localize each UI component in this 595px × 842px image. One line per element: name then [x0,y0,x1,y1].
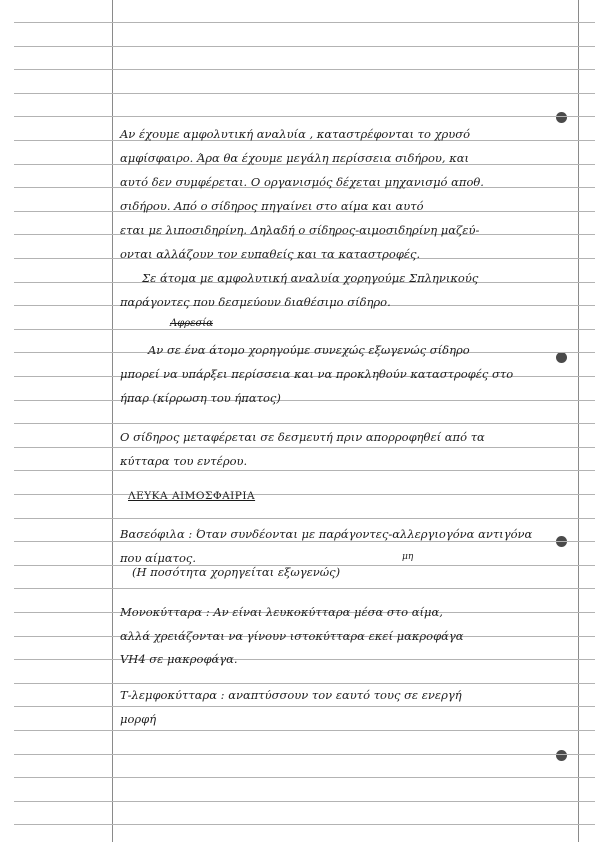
text-line: Αν έχουμε αμφολυτική αναλυία , καταστρέφονται το χρυσό [120,127,471,141]
right-margin-line [578,0,579,842]
ruled-line [14,777,595,778]
crossed-out-text: Αφρεσία [170,318,213,329]
ruled-line [14,400,595,401]
text-line: κύτταρα του εντέρου. [120,454,248,468]
text-line: σιδήρου. Από ο σίδηρος πηγαίνει στο αίμα και αυτό [120,199,424,213]
text-line: Μονοκύτταρα : Αν είναι λευκοκύτταρα μέσα στο αίμα, [120,605,443,619]
ruled-line [14,116,595,117]
ruled-line [14,494,595,495]
ruled-line [14,801,595,802]
text-line: ήπαρ (κίρρωση του ήπατος) [120,391,281,405]
text-line: αμφίσφαιρο. Άρα θα έχουμε μεγάλη περίσσεια σιδήρου, και [120,151,470,165]
punch-hole-top [556,112,567,123]
ruled-line [14,470,595,471]
section-heading: ΛΕΥΚΑ ΑΙΜΟΣΦΑΙΡΙΑ [128,490,256,502]
text-line: μπορεί να υπάρξει περίσσεια και να προκληθούν καταστροφές στο [120,367,514,381]
punch-hole-bottom [556,750,567,761]
ruled-line [14,46,595,47]
ruled-line [14,706,595,707]
text-line: Βασεόφιλα : Όταν συνδέονται με παράγοντες-αλλεργιογόνα αντιγόνα [120,527,533,541]
text-line: (Η ποσότητα χορηγείται εξωγενώς) [132,565,341,579]
text-line: Τ-λεμφοκύτταρα : αναπτύσσουν τον εαυτό τους σε ενεργή [120,688,462,702]
text-line: εται με λιποσιδηρίνη. Δηλαδή ο σίδηρος-αιμοσιδηρίνη μαζεύ- [120,223,480,237]
ruled-line [14,22,595,23]
ruled-line [14,659,595,660]
superscript-note: μη [402,552,414,562]
ruled-line [14,423,595,424]
ruled-line [14,730,595,731]
ruled-line [14,588,595,589]
text-line: ονται αλλάζουν τον ευπαθείς και τα καταστροφές. [120,247,421,261]
ruled-line [14,518,595,519]
left-margin-line [112,0,113,842]
ruled-line [14,541,595,542]
text-line: VH4 σε μακροφάγα. [120,652,238,666]
ruled-line [14,754,595,755]
text-line: που αίματος. [120,551,197,565]
text-line: παράγοντες που δεσμεύουν διαθέσιμο σίδηρο. [120,295,391,309]
text-line: Ο σίδηρος μεταφέρεται σε δεσμευτή πριν απορροφηθεί από τα [120,430,485,444]
text-line: Σε άτομα με αμφολυτική αναλυία χορηγούμε Σπληνικούς [142,271,479,285]
ruled-line [14,329,595,330]
ruled-line [14,824,595,825]
text-line: αλλά χρειάζονται να γίνουν ιστοκύτταρα εκεί μακροφάγα [120,629,464,643]
punch-hole-mid-upper [556,352,567,363]
ruled-line [14,69,595,70]
ruled-line [14,93,595,94]
text-line: αυτό δεν συμφέρεται. Ο οργανισμός δέχεται μηχανισμό αποθ. [120,175,484,189]
ruled-line [14,683,595,684]
text-line: Αν σε ένα άτομο χορηγούμε συνεχώς εξωγενώς σίδηρο [148,343,470,357]
text-line: μορφή [120,712,157,726]
ruled-line [14,447,595,448]
